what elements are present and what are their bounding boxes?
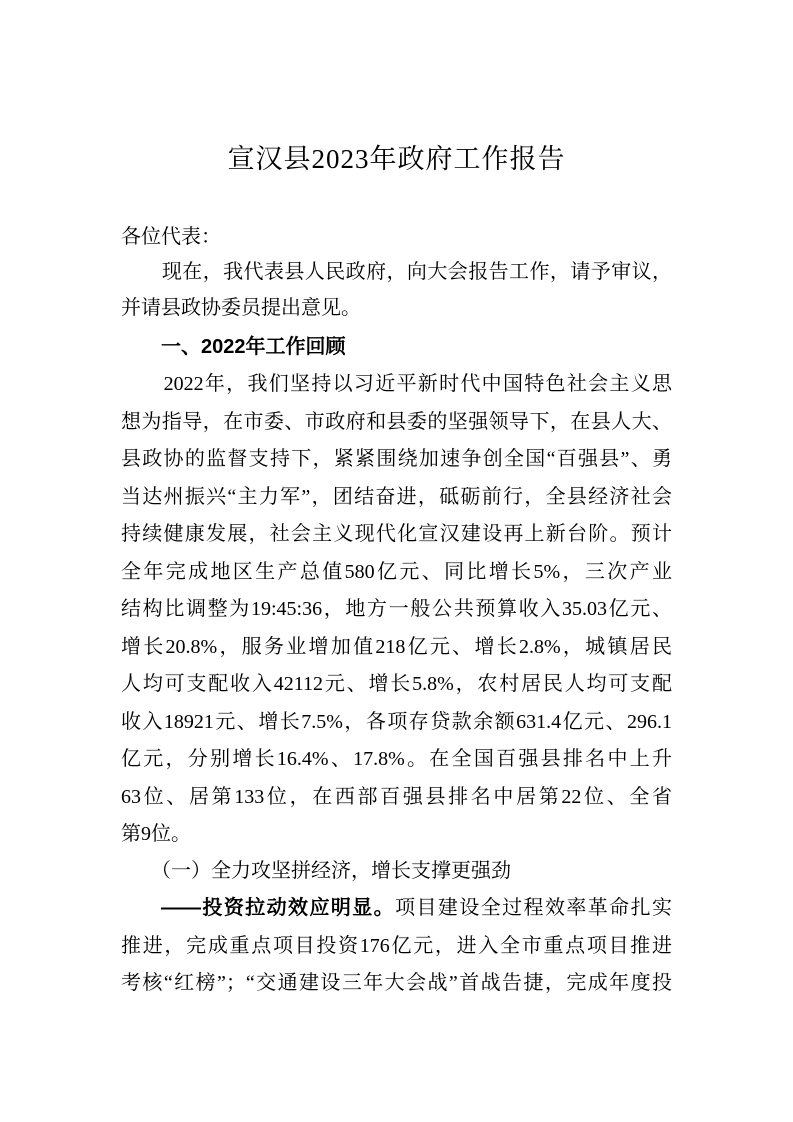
para1-line: 人均可支配收入42112元、增长5.8%，农村居民人均可支配 [121,673,672,695]
para1-line: 2022年，我们坚持以习近平新时代中国特色社会主义思 [121,373,672,395]
para1-line: 63位、居第133位，在西部百强县排名中居第22位、全省 [121,785,672,808]
salutation: 各位代表： [121,226,221,248]
para2-lead: ——投资拉动效应明显。 [161,897,396,919]
para2-line: 推进，完成重点项目投资176亿元，进入全市重点项目推进 [121,935,672,957]
para1-line: 县政协的监督支持下，紧紧围绕加速争创全国“百强县”、勇 [121,448,672,470]
para1-line: 当达州振兴“主力军”，团结奋进，砥砺前行，全县经济社会 [121,485,672,508]
para2-line [161,895,672,921]
para1-line: 第9位。 [121,823,191,845]
para1-line: 结构比调整为19:45:36，地方一般公共预算收入35.03亿元、 [121,598,672,620]
document-title: 宣汉县2023年政府工作报告 [227,144,566,174]
para2-text: 项目建设全过程效率革命扎实 [395,897,673,919]
section-heading: 一、2022年工作回顾 [121,336,346,358]
subsection-heading: （一）全力攻坚拼经济，增长支撑更强劲 [121,860,511,882]
para1-line: 增长20.8%，服务业增加值218亿元、增长2.8%，城镇居民 [121,635,672,658]
para1-line: 想为指导，在市委、市政府和县委的坚强领导下，在县人大、 [121,410,672,433]
para1-line: 持续健康发展，社会主义现代化宣汉建设再上新台阶。预计 [121,523,672,545]
para2-line: 考核“红榜”；“交通建设三年大会战”首战告捷，完成年度投 [121,972,672,994]
intro-line: 现在，我代表县人民政府，向大会报告工作，请予审议， [121,261,672,283]
para1-line: 全年完成地区生产总值580亿元、同比增长5%，三次产业 [121,560,672,583]
para1-line: 收入18921元、增长7.5%，各项存贷款余额631.4亿元、296.1 [121,710,672,733]
intro-line: 并请县政协委员提出意见。 [121,297,361,319]
para1-line: 亿元，分别增长16.4%、17.8%。在全国百强县排名中上升 [121,748,672,770]
